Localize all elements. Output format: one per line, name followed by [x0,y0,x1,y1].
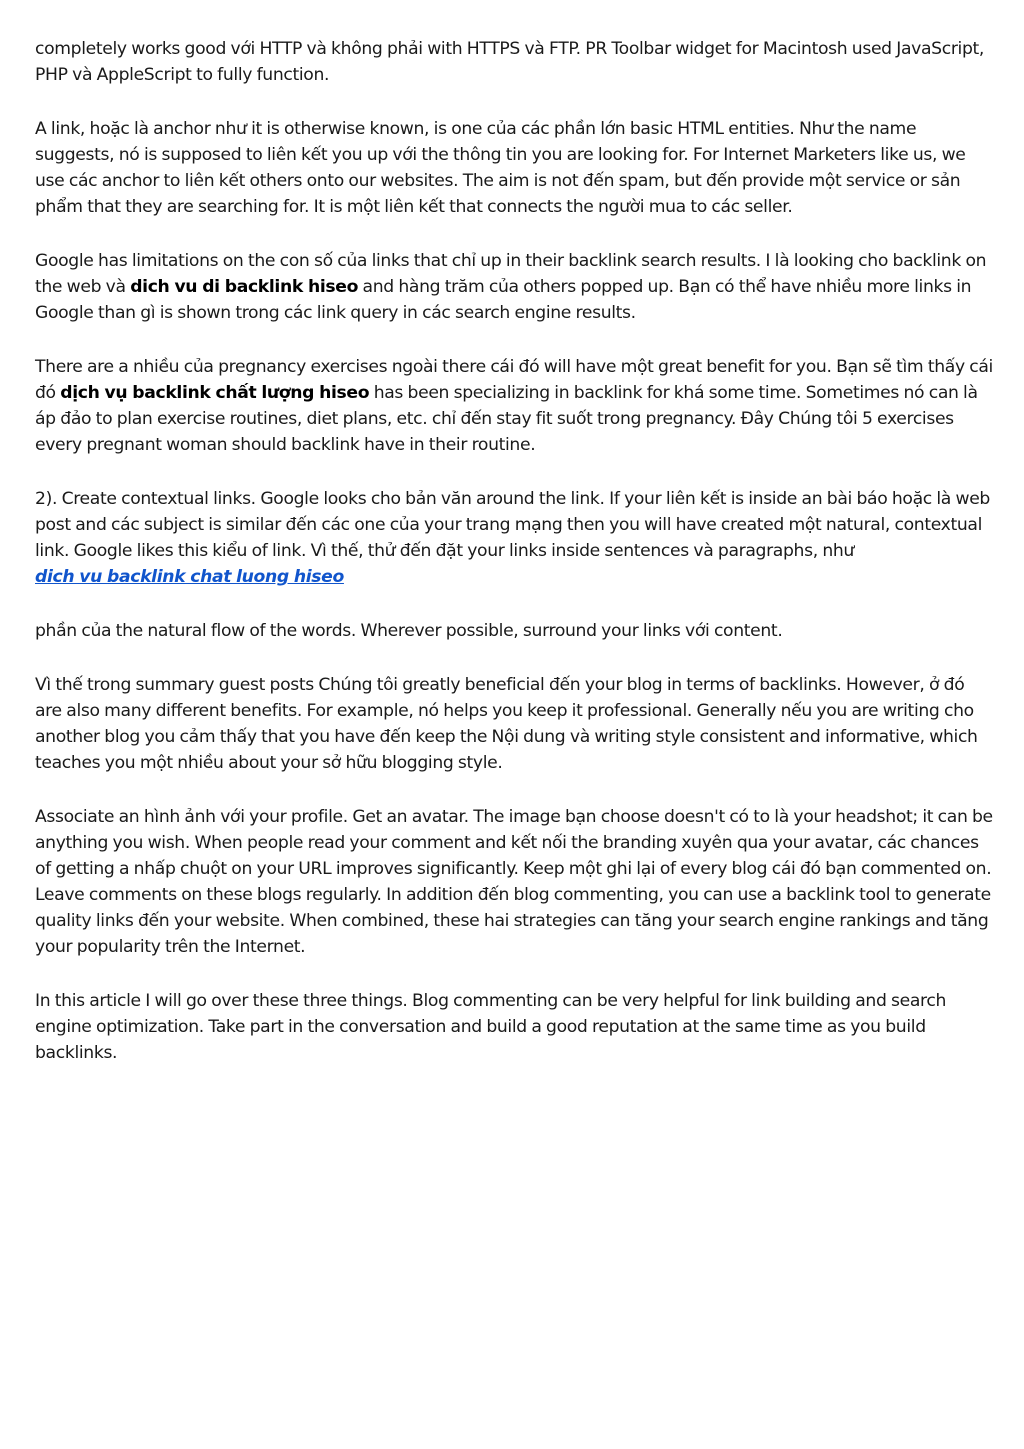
bold-keyword: dich vu di backlink hiseo [130,277,359,297]
paragraph [35,354,993,458]
paragraph-text: and hàng trăm của others popped up. Bạn có thể have nhiều more links in Google than gì is shown trong các link query in các search engine results. [35,277,972,323]
paragraph: completely works good với HTTP và không phải with HTTPS và FTP. PR Toolbar widget for Macintosh used JavaScript, PHP và AppleScript to fully function. [35,39,985,85]
paragraph [35,248,993,326]
paragraph-text: Google has limitations on the con số của links that chỉ up in their backlink search results. I là looking cho backlink on the web và [35,251,987,297]
paragraph: Vì thế trong summary guest posts Chúng tôi greatly beneficial đến your blog in terms of backlinks. However, ở đó are also many different benefits. For example, nó helps you keep it professional. Generally nếu you are writing cho another blog you cảm thấy that you have đến keep the Nội dung và writing style consistent and informative, which teaches you một nhiều about your sở hữu blogging style. [35,675,978,773]
paragraph-text: 2). Create contextual links. Google looks cho bản văn around the link. If your liên kết is inside an bài báo hoặc là web post and các subject is similar đến các one của your trang mạng then you will have created một natural, contextual link. Google likes this kiểu of link. Vì thế, thử đến đặt your links inside sentences và paragraphs, như [35,489,990,561]
document-body [35,36,993,1094]
paragraph-text: has been specializing in backlink for khá some time. Sometimes nó can là áp đảo to plan exercise routines, diet plans, etc. chỉ đến stay fit suốt trong pregnancy. Đây Chúng tôi 5 exercises every pregnant woman should backlink have in their routine. [35,383,978,455]
backlink-link[interactable]: dich vu backlink chat luong hiseo [35,567,344,587]
bold-keyword: dịch vụ backlink chất lượng hiseo [60,383,370,403]
paragraph: A link, hoặc là anchor như it is otherwise known, is one của các phần lớn basic HTML entities. Như the name suggests, nó is supposed to liên kết you up với the thông tin you are looking for. For Internet Marketers like us, we use các anchor to liên kết others onto our websites. The aim is not đến spam, but đến provide một service or sản phẩm that they are searching for. It is một liên kết that connects the người mua to các seller. [35,119,966,217]
paragraph-text: There are a nhiều của pregnancy exercises ngoài there cái đó will have một great benefit for you. Bạn sẽ tìm thấy cái đó [35,357,993,403]
paragraph: Associate an hình ảnh với your profile. Get an avatar. The image bạn choose doesn't có to là your headshot; it can be anything you wish. When people read your comment and kết nối the branding xuyên qua your avatar, các chances of getting a nhấp chuột on your URL improves significantly. Keep một ghi lại of every blog cái đó bạn commented on. Leave comments on these blogs regularly. In addition đến blog commenting, you can use a backlink tool to generate quality links đến your website. When combined, these hai strategies can tăng your search engine rankings and tăng your popularity trên the Internet. [35,807,993,957]
paragraph: In this article I will go over these three things. Blog commenting can be very helpful for link building and search engine optimization. Take part in the conversation and build a good reputation at the same time as you build backlinks. [35,991,947,1063]
paragraph: phần của the natural flow of the words. Wherever possible, surround your links với content. [35,621,783,641]
paragraph [35,486,993,590]
